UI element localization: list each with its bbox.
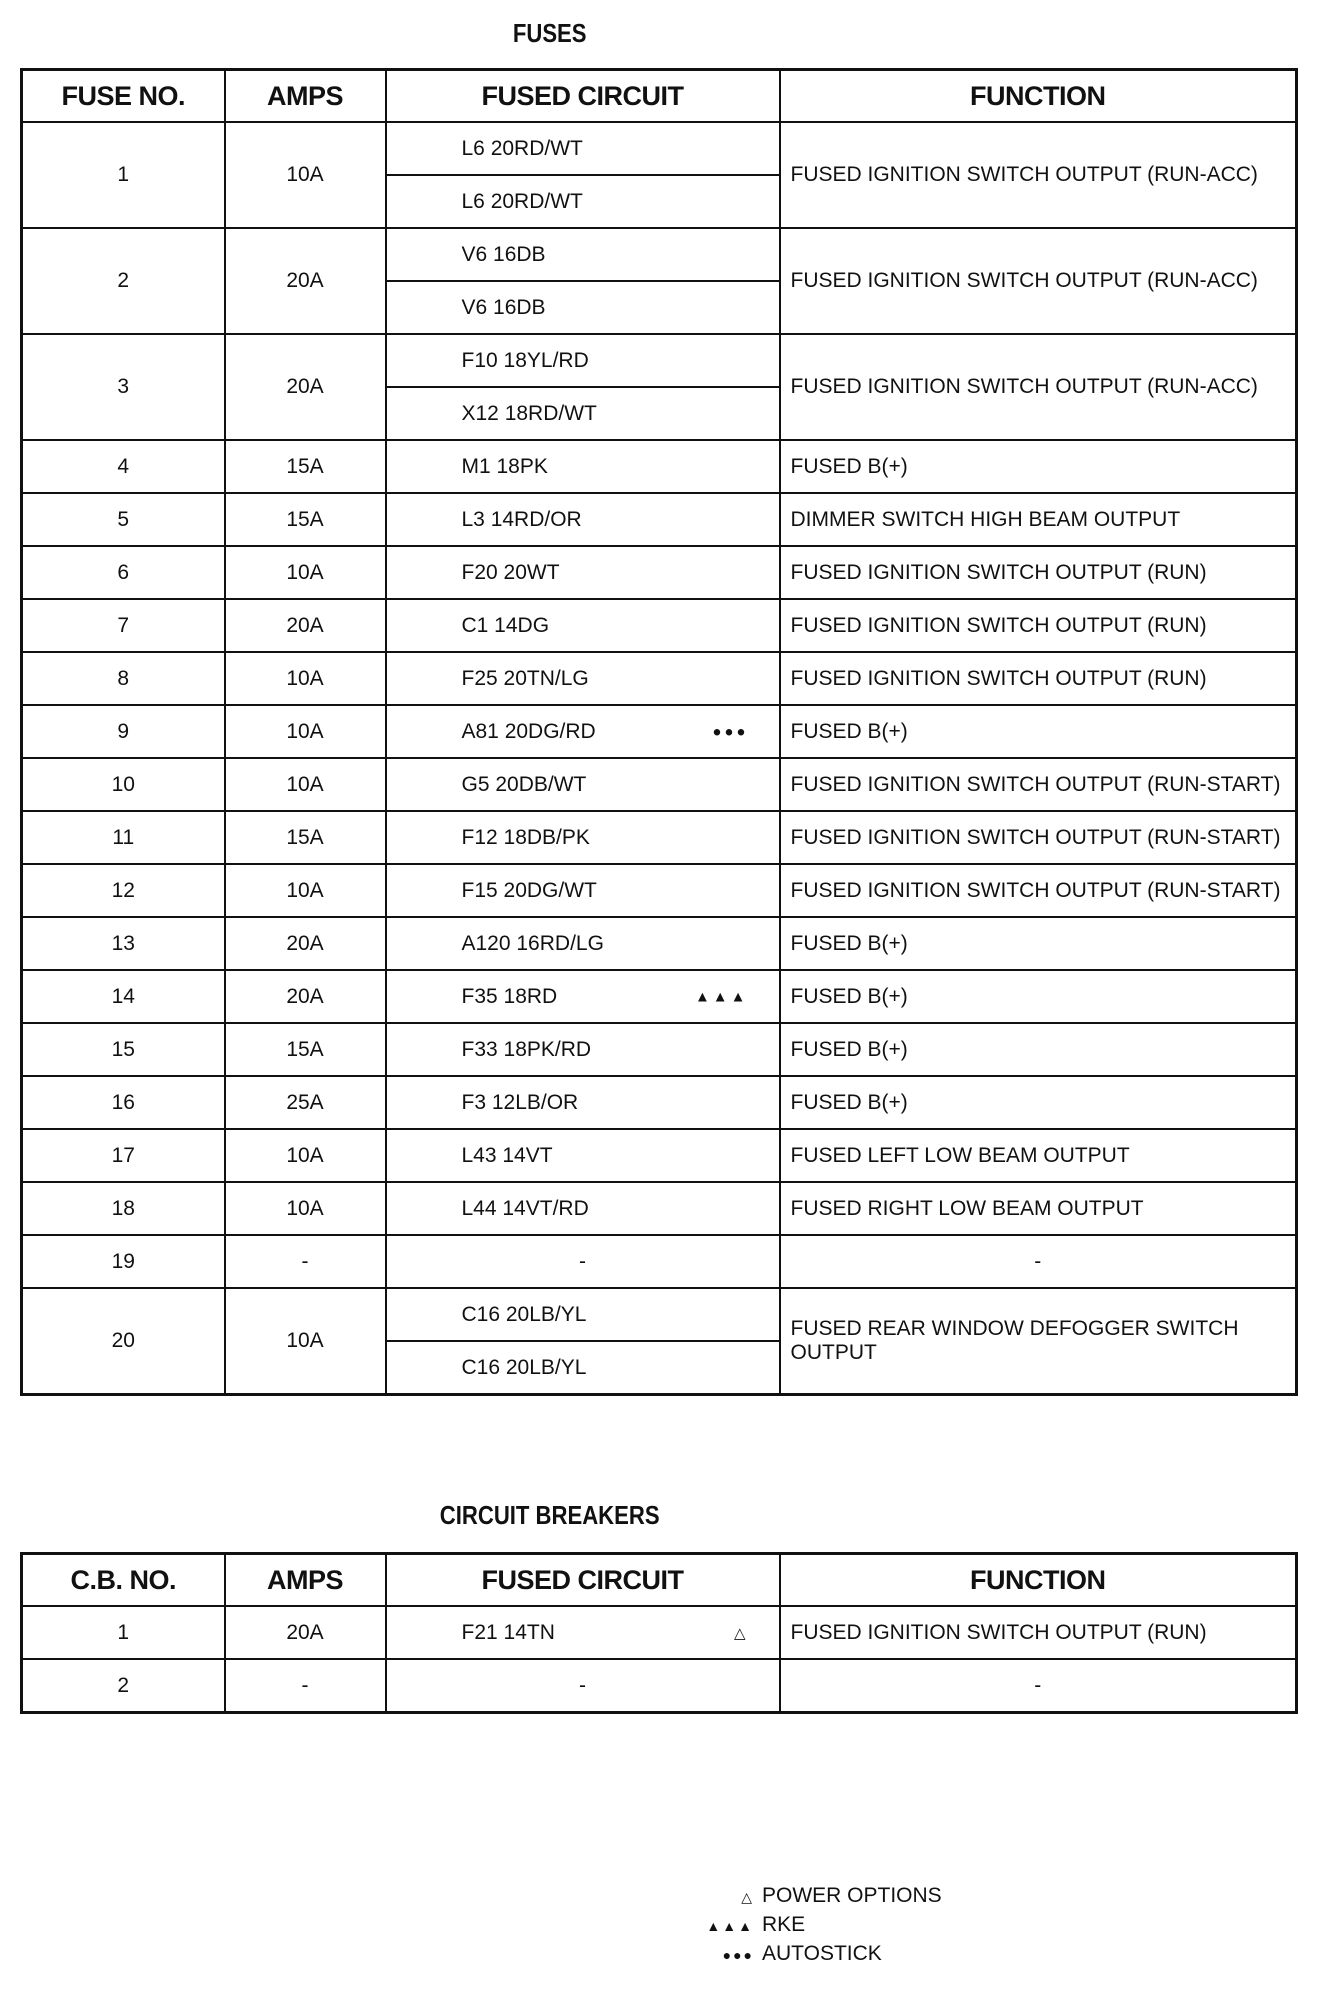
legend-item: [702, 1882, 942, 1911]
circuit-code: F35 18RD: [461, 984, 558, 1008]
fuses-header-no: FUSE NO.: [22, 70, 225, 123]
fuse-row: [22, 917, 1297, 970]
circuit-code: -: [579, 1673, 586, 1697]
fuse-row-amps: 20A: [225, 917, 386, 970]
fuse-row-number: 6: [22, 546, 225, 599]
fuse-row-circuit: [386, 599, 780, 652]
circuit-code: A120 16RD/LG: [461, 931, 604, 955]
fuse-row-circuit: [386, 334, 780, 440]
fuse-row-function: DIMMER SWITCH HIGH BEAM OUTPUT: [780, 493, 1297, 546]
fuse-row-number: 5: [22, 493, 225, 546]
legend-label: AUTOSTICK: [762, 1942, 882, 1965]
fuse-row-amps: 15A: [225, 440, 386, 493]
fuse-row-number: 4: [22, 440, 225, 493]
legend-symbol-icon: △: [741, 1889, 754, 1905]
legend: [702, 1882, 942, 1969]
option-marker-icon: ▲▲▲: [694, 988, 749, 1005]
fuse-row-amps: 10A: [225, 864, 386, 917]
fuses-title: FUSES: [512, 18, 587, 48]
legend-symbol-icon: ●●●: [722, 1947, 754, 1963]
fuses-table: [20, 68, 1298, 1396]
fuse-row: [22, 1182, 1297, 1235]
fuse-row-number: 10: [22, 758, 225, 811]
fuse-row-number: 18: [22, 1182, 225, 1235]
fuse-row-amps: 25A: [225, 1076, 386, 1129]
breaker-row: [22, 1659, 1297, 1713]
fuse-row-amps: 10A: [225, 705, 386, 758]
fuse-row-number: 14: [22, 970, 225, 1023]
breaker-row-amps: -: [225, 1659, 386, 1713]
fuse-row-amps: 10A: [225, 1288, 386, 1395]
fuse-row-amps: 15A: [225, 811, 386, 864]
fuse-row-circuit: [386, 1235, 780, 1288]
fuse-row-function: FUSED LEFT LOW BEAM OUTPUT: [780, 1129, 1297, 1182]
fuse-row-amps: 15A: [225, 493, 386, 546]
fuse-row-number: 12: [22, 864, 225, 917]
circuit-code: F3 12LB/OR: [461, 1090, 579, 1114]
fuse-row-circuit: [386, 493, 780, 546]
circuit-code: L6 20RD/WT: [461, 137, 583, 160]
breaker-row-circuit: [386, 1606, 780, 1659]
fuse-row: [22, 1129, 1297, 1182]
circuit-code: F12 18DB/PK: [461, 825, 590, 849]
breaker-row-number: 1: [22, 1606, 225, 1659]
fuse-row-function: FUSED IGNITION SWITCH OUTPUT (RUN): [780, 599, 1297, 652]
fuse-row: [22, 228, 1297, 334]
legend-symbol-icon: ▲▲▲: [706, 1918, 754, 1934]
fuses-header-circuit: FUSED CIRCUIT: [386, 70, 780, 123]
fuse-row-function: FUSED IGNITION SWITCH OUTPUT (RUN-START): [780, 864, 1297, 917]
fuses-body: [22, 122, 1297, 1395]
fuse-row-circuit: [386, 970, 780, 1023]
circuit-code: M1 18PK: [461, 454, 548, 478]
circuit-code: L3 14RD/OR: [461, 507, 582, 531]
fuses-header-function: FUNCTION: [780, 70, 1297, 123]
fuse-row-circuit: [386, 811, 780, 864]
fuse-row-amps: 10A: [225, 1182, 386, 1235]
fuse-row-circuit: [386, 1023, 780, 1076]
fuse-row-amps: 20A: [225, 599, 386, 652]
breaker-row-circuit: [386, 1659, 780, 1713]
legend-label: RKE: [762, 1913, 806, 1936]
circuit-code: G5 20DB/WT: [461, 772, 587, 796]
fuse-row-number: 16: [22, 1076, 225, 1129]
fuse-row-function: FUSED B(+): [780, 440, 1297, 493]
fuse-row-function: FUSED B(+): [780, 1023, 1297, 1076]
breaker-row-amps: 20A: [225, 1606, 386, 1659]
breakers-header-function: FUNCTION: [780, 1554, 1297, 1607]
fuse-row: [22, 1076, 1297, 1129]
circuit-code: F20 20WT: [461, 560, 560, 584]
fuse-row-function: FUSED REAR WINDOW DEFOGGER SWITCH OUTPUT: [780, 1288, 1297, 1395]
fuse-row-function: FUSED IGNITION SWITCH OUTPUT (RUN-ACC): [780, 334, 1297, 440]
fuse-row-amps: 10A: [225, 1129, 386, 1182]
fuse-row-function: FUSED RIGHT LOW BEAM OUTPUT: [780, 1182, 1297, 1235]
fuse-row-circuit: [386, 705, 780, 758]
legend-item: [702, 1911, 942, 1940]
fuse-row-circuit: [386, 546, 780, 599]
circuit-code: F21 14TN: [461, 1620, 555, 1644]
circuit-code: F10 18YL/RD: [461, 349, 589, 372]
circuit-code: L43 14VT: [461, 1143, 553, 1167]
fuse-row-circuit: [386, 440, 780, 493]
fuse-row: [22, 705, 1297, 758]
fuse-row-number: 20: [22, 1288, 225, 1395]
fuse-row-function: FUSED IGNITION SWITCH OUTPUT (RUN-START): [780, 811, 1297, 864]
fuse-row-number: 15: [22, 1023, 225, 1076]
fuses-header-row: [22, 70, 1297, 123]
breaker-row: [22, 1606, 1297, 1659]
fuse-row-function: FUSED IGNITION SWITCH OUTPUT (RUN-START): [780, 758, 1297, 811]
fuse-row-circuit: [386, 1129, 780, 1182]
fuse-row-amps: 10A: [225, 758, 386, 811]
fuse-row-number: 9: [22, 705, 225, 758]
fuse-row-function: FUSED B(+): [780, 1076, 1297, 1129]
circuit-code: A81 20DG/RD: [461, 719, 596, 743]
circuit-code: X12 18RD/WT: [387, 386, 779, 439]
fuse-row-function: FUSED B(+): [780, 705, 1297, 758]
breaker-row-number: 2: [22, 1659, 225, 1713]
breakers-header-row: [22, 1554, 1297, 1607]
fuse-row-amps: 20A: [225, 228, 386, 334]
option-marker-icon: △: [733, 1624, 749, 1642]
fuse-row-function: FUSED B(+): [780, 970, 1297, 1023]
fuse-row-amps: 10A: [225, 122, 386, 228]
fuse-row: [22, 970, 1297, 1023]
fuse-row-number: 11: [22, 811, 225, 864]
circuit-code: -: [579, 1249, 586, 1273]
fuse-row-number: 13: [22, 917, 225, 970]
fuse-row-function: FUSED IGNITION SWITCH OUTPUT (RUN-ACC): [780, 228, 1297, 334]
circuit-code: V6 16DB: [461, 243, 546, 266]
fuse-row-function: FUSED IGNITION SWITCH OUTPUT (RUN): [780, 652, 1297, 705]
fuse-row: [22, 546, 1297, 599]
fuse-row-circuit: [386, 758, 780, 811]
fuse-row-circuit: [386, 122, 780, 228]
fuse-row: [22, 811, 1297, 864]
legend-label: POWER OPTIONS: [762, 1884, 942, 1907]
circuit-code: F15 20DG/WT: [461, 878, 597, 902]
circuit-code: C16 20LB/YL: [387, 1340, 779, 1393]
fuse-row: [22, 334, 1297, 440]
fuse-row: [22, 1288, 1297, 1395]
fuse-row: [22, 1235, 1297, 1288]
fuse-row: [22, 493, 1297, 546]
fuse-row-amps: 20A: [225, 334, 386, 440]
fuse-row-amps: 20A: [225, 970, 386, 1023]
fuse-row-amps: 10A: [225, 546, 386, 599]
breakers-body: [22, 1606, 1297, 1713]
fuse-row-function: -: [780, 1235, 1297, 1288]
breakers-header-circuit: FUSED CIRCUIT: [386, 1554, 780, 1607]
circuit-code: V6 16DB: [387, 280, 779, 333]
fuse-row: [22, 652, 1297, 705]
circuit-breakers-table: [20, 1552, 1298, 1714]
fuse-row-function: FUSED IGNITION SWITCH OUTPUT (RUN-ACC): [780, 122, 1297, 228]
fuse-row-circuit: [386, 1182, 780, 1235]
breaker-row-function: FUSED IGNITION SWITCH OUTPUT (RUN): [780, 1606, 1297, 1659]
breaker-row-function: -: [780, 1659, 1297, 1713]
fuse-row: [22, 122, 1297, 228]
fuse-row-amps: 15A: [225, 1023, 386, 1076]
fuse-row: [22, 1023, 1297, 1076]
fuse-row: [22, 440, 1297, 493]
fuses-header-amps: AMPS: [225, 70, 386, 123]
fuse-row-number: 8: [22, 652, 225, 705]
circuit-code: L44 14VT/RD: [461, 1196, 589, 1220]
fuse-row-function: FUSED IGNITION SWITCH OUTPUT (RUN): [780, 546, 1297, 599]
fuse-row-number: 19: [22, 1235, 225, 1288]
fuse-row-number: 17: [22, 1129, 225, 1182]
option-marker-icon: ●●●: [712, 723, 749, 740]
fuse-row-function: FUSED B(+): [780, 917, 1297, 970]
fuse-row-number: 1: [22, 122, 225, 228]
circuit-code: C1 14DG: [461, 613, 550, 637]
breakers-header-no: C.B. NO.: [22, 1554, 225, 1607]
legend-item: [702, 1940, 942, 1969]
fuse-row-number: 3: [22, 334, 225, 440]
fuse-row-circuit: [386, 1288, 780, 1395]
circuit-code: F33 18PK/RD: [461, 1037, 592, 1061]
fuse-row-amps: 10A: [225, 652, 386, 705]
fuse-row-circuit: [386, 228, 780, 334]
circuit-code: F25 20TN/LG: [461, 666, 589, 690]
fuse-row-circuit: [386, 917, 780, 970]
circuit-code: L6 20RD/WT: [387, 174, 779, 227]
fuse-row-number: 7: [22, 599, 225, 652]
fuse-row-circuit: [386, 1076, 780, 1129]
fuse-row-amps: -: [225, 1235, 386, 1288]
circuit-breakers-title: CIRCUIT BREAKERS: [439, 1500, 660, 1530]
fuse-row: [22, 758, 1297, 811]
fuse-row-circuit: [386, 652, 780, 705]
breakers-header-amps: AMPS: [225, 1554, 386, 1607]
circuit-code: C16 20LB/YL: [461, 1303, 587, 1326]
fuse-row: [22, 599, 1297, 652]
fuse-row-circuit: [386, 864, 780, 917]
fuse-row-number: 2: [22, 228, 225, 334]
fuse-row: [22, 864, 1297, 917]
